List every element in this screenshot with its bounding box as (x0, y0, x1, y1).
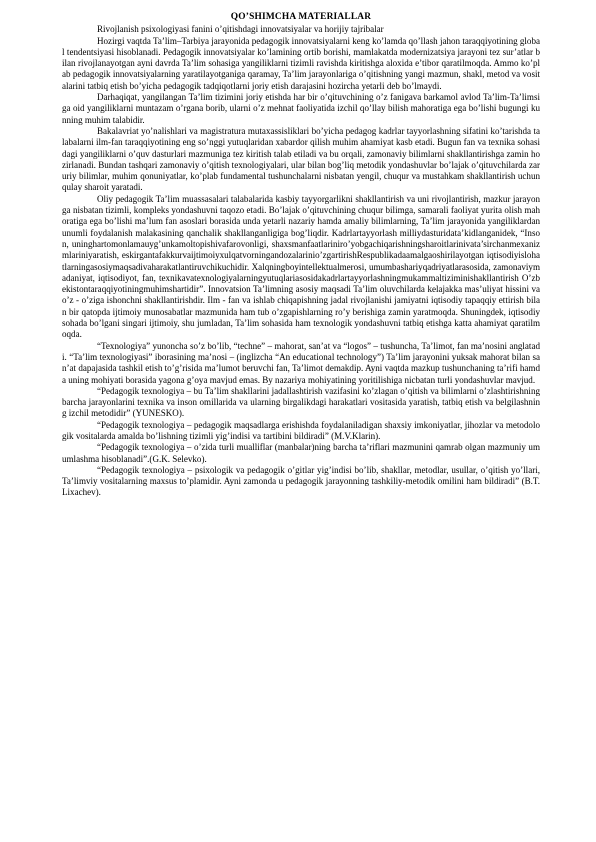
paragraph-bachelor-master: Bakalavriat yo’nalishlari va magistratura mutaxassisliklari bo’yicha pedagog kadrlar tayyorlashning sifatini ko’tarishda talabalarni ilm-fan taraqqiyotining eng so’nggi yutuqlaridan xabardor qilish muhim ahamiyat kasb etadi. Bugun fan va texnika sohasidagi yangiliklarni o’quv dasturlari mazmuniga tez kiritish talab etiladi va bu orqali, zamonaviy bilimlarni shakllantirishga zamin hozirlanadi. Bundan tashqari zamonaviy o’qitish texnologiyalari, ular bilan bog’liq metodik yondashuvlar bo’lajak o’qituvchilarda zaruriy bilimlar, muhim qonuniyatlar, ko’plab fundamental tushunchalarni nisbatan yengil, chuqur va mustahkam shakllantirish uchun qulay sharoit yaratadi. (62, 125, 540, 193)
paragraph-intro: Hozirgi vaqtda Ta’lim–Tarbiya jarayonida pedagogik innovatsiyalarni keng ko’lamda qo’llash jahon taraqqiyotining global tendentsiyasi hisoblanadi. Pedagogik innovatsiyalar ko’lamining ortib borishi, mamlakatda modernizatsiya jarayoni tez sur’atlar bilan rivojlanayotgan ayni davrda Ta’lim sohasiga yangiliklarni tizimli ravishda kiritishga aloxida e’tibor qaratilmoqda. Ammo ko’plab pedagogik innovatsiyalarning yaratilayotganiga qaramay, Ta’lim jarayonlariga o’qitishning yangi mazmun, shakl, metod va vositalarini tatbiq etish bo’yicha pedagogik tadqiqotlarni joriy etish darajasini hozircha yetarli deb bo’lmaydi. (62, 35, 540, 91)
document-subtitle: Rivojlanish psixologiyasi fanini o’qitishdagi innovatsiyalar va horijiy tajribalar (97, 24, 384, 35)
paragraph-technology-term: “Texnologiya” yunoncha so’z bo’lib, “techne” – mahorat, san’at va “logos” – tushuncha, Ta’limot, fan ma’nosini anglatadi. “Ta’lim texnologiyasi” iborasining ma’nosi – (inglizcha “An educational technology”) Ta’lim jarayonini yuksak mahorat bilan san’at dapajasida tashkil etish to’g’risida ma’lumot beruvchi fan, Ta’limot demakdip. Ayni vaqtda mazkup tushunchaning ta’rifi hamda uning mohiyati borasida yagona g’oya mavjud emas. By nazariya mohiyatining yoritilishiga nicbatan turli yondashuvlar mavjud. (62, 340, 540, 385)
paragraph-teacher-skills: Darhaqiqat, yangilangan Ta’lim tizimini joriy etishda har bir o’qituvchining o’z fanigava barkamol avlod Ta’lim-Ta’limsiga oid yangiliklarni muntazam o’rgana borib, ularni o’z mehnat faoliyatida izchil qo’llay bilish mahoratiga ega bo’lishi bugungi kunning muhim talabidir. (62, 92, 540, 125)
paragraph-higher-education: Oliy pedagogik Ta’lim muassasalari talabalarida kasbiy tayyorgarlikni shakllantirish va uni rivojlantirish, mazkur jarayonga nisbatan tizimli, kompleks yondashuvni taqozo etadi. Bo’lajak o’qituvchining chuqur bilimga, samarali faoliyat yurita olish mahoratiga ega bo’lishi ma’lum fan asoslari borasida unda yetarli nazariy hamda amaliy bilimlarning, Ta’lim jarayonida yangiliklardan unumli foydalanish malakasining qanchalik shakllanganligiga bog’liqdir. Kadrlartayyorlash milliydasturidata’kidlanganidek, “Inson, uninghartomonlamauyg’unkamoltopishivafarovonligi, shaxsmanfaatlariniro’yobgachiqarishningsharoitlarinivata’sirchanmexanizmlariniyaratish, eskirgantafakkurvaijtimoiyxulqatvorningandozalarinio’zgartirishRespublikadaamalgaoshirilayotgan iqtisodiyislohatlarningasosiymaqsadivaharakatlantiruvchikuchidir. Xalqningboyintellektualmerosi, umumbashariyqadriyatlarasosida, zamonaviymadaniyat, iqtisodiyot, fan, texnikavatexnologiyalarningyutuqlariasosidakadrlartayyorlashningmukammaltiziminishakllantirish O’zbekistontaraqqiyotiningmuhimshartidir”. Innovatsion Ta’limning asosiy maqsadi Ta’lim oluvchilarda kelajakka mas’uliyat hissini va o’z - o’ziga ishonchni shakllantirishdir. Ilm - fan va ishlab chiqapishning jadal rivojlanishi jamiyatni iqtisodiy tapaqqiy ettirish bilan bir qatopda ijtimoiy munosabatlar mazmunida ham tub o’zgapishlarning ro’y berishiga zamin yaratmoqda. Shuningdek, iqtisodiy sohada bo’lgani singari ijtimoiy, shu jumladan, Ta’lim sohasida ham texnologik yondashuvni tatbiq etishga katta ahamiyat qaratilmoqda. (62, 193, 540, 340)
document-page (62, 12, 540, 499)
paragraph-definition-selevko: “Pedagogik texnologiya – o’zida turli mualliflar (manbalar)ning barcha ta’riflari mazmunini qamrab olgan mazmuniy umumlashma hisoblanadi”.(G.K. Selevko). (62, 442, 540, 464)
paragraph-definition-klarin: “Pedagogik texnologiya – pedagogik maqsadlarga erishishda foydalaniladigan shaxsiy imkoniyatlar, jihozlar va metodologik vositalarda amalda bo’lishning tizimli yig’indisi va tartibini bildiradi” (M.V.Klarin). (62, 419, 540, 441)
paragraph-definition-unesco: “Pedagogik texnologiya – bu Ta’lim shakllarini jadallashtirish vazifasini ko’zlagan o’qitish va bilimlarni o’zlashtirishning barcha jarayonlarini texnika va inson omillarida va ularning birgalikdagi harakatlari vositasida yaratish, tatbiq etish va belgilashning izchil metodidir” (YUNESKO). (62, 385, 540, 419)
paragraph-definition-lixachev: “Pedagogik texnologiya – psixologik va pedagogik o’gitlar yig’indisi bo’lib, shakllar, metodlar, usullar, o’qitish yo’llari, Ta’limviy vositalarning maxsus to’plamidir. Ayni zamonda u pedagogik jarayonning tashkiliy-metodik omilini ham bildiradi” (B.T.Lixachev). (62, 464, 540, 498)
document-title: QO’SHIMCHA MATERIALLAR (230, 12, 372, 22)
